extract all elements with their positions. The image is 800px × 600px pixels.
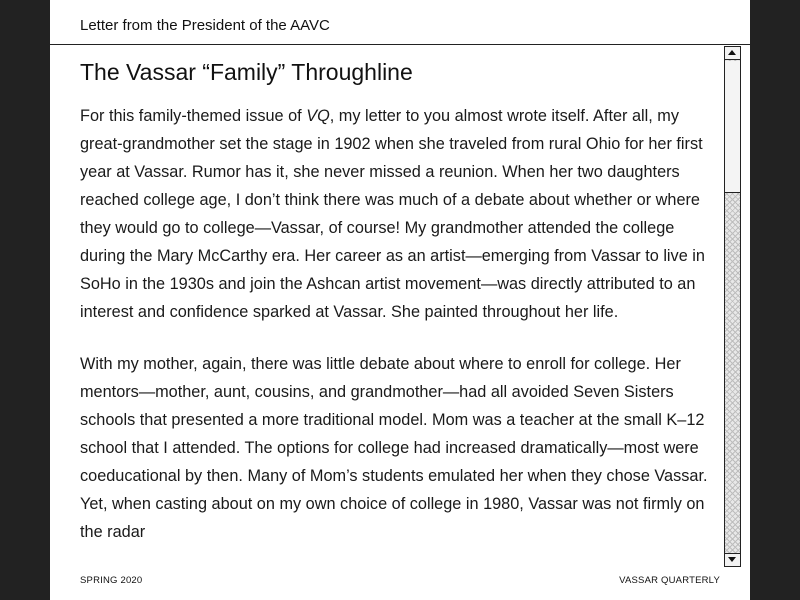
scroll-down-button[interactable] <box>725 553 740 566</box>
vertical-scrollbar[interactable] <box>724 46 741 567</box>
scroll-up-button[interactable] <box>725 47 740 60</box>
arrow-down-icon <box>728 557 736 562</box>
article-content <box>80 58 710 546</box>
article-title: The Vassar “Family” Throughline <box>80 59 413 85</box>
vq-italic: VQ <box>306 107 330 125</box>
scroll-thumb[interactable] <box>725 61 740 193</box>
paragraph-1-text-rest: , my letter to you almost wrote itself. After all, my great-grandmother set the stage in 1902 when she traveled from rural Ohio for her first year at Vassar. Rumor has it, she never missed a reunion. When her two daughters reached college age, I don’t think there was much of a debate about whether or where they would go to college—Vassar, of course! My grandmother attended the college during the Mary McCarthy era. Her career as an artist—emerging from Vassar to live in SoHo in the 1930s and join the Ashcan artist movement—was directly attributed to an interest and confidence sparked at Vassar. She painted throughout her life. <box>80 107 705 321</box>
article-paragraph-2: With my mother, again, there was little debate about where to enroll for college. Her mentors—mother, aunt, cousins, and grandmother—had all avoided Seven Sisters schools that presented a more traditional model. Mom was a teacher at the small K–12 school that I attended. The options for college had increased dramatically—most were coeducational by then. Many of Mom’s students emulated her when they chose Vassar. Yet, when casting about on my own choice of college in 1980, Vassar was not firmly on the radar <box>80 355 708 541</box>
right-margin <box>750 0 800 600</box>
footer-publication: VASSAR QUARTERLY <box>619 575 720 586</box>
header-title: Letter from the President of the AAVC <box>80 17 330 34</box>
arrow-up-icon <box>728 50 736 55</box>
paragraph-1-text-start: For this family-themed issue of <box>80 107 307 125</box>
article-paragraph-1 <box>80 102 710 326</box>
left-margin <box>0 0 50 600</box>
page-header <box>50 0 750 45</box>
page <box>50 0 750 600</box>
footer-issue: SPRING 2020 <box>80 575 143 586</box>
article-viewport[interactable] <box>50 46 724 567</box>
